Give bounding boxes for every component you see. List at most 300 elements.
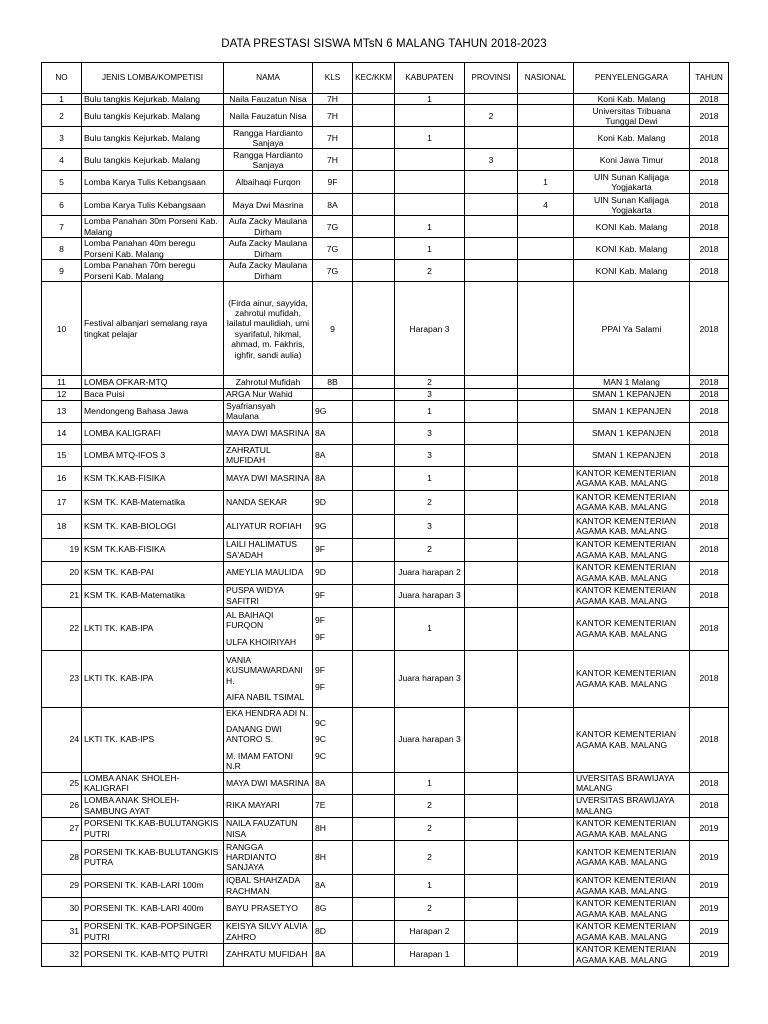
cell-kls-line: 9G xyxy=(315,405,327,416)
cell-nama xyxy=(224,94,313,105)
cell-kabupaten: Juara harapan 2 xyxy=(395,561,465,584)
header-nama: NAMA xyxy=(224,63,313,94)
cell-lomba: Bulu tangkis Kejurkab. Malang xyxy=(82,94,224,105)
cell-nama xyxy=(224,794,313,817)
table-row xyxy=(42,650,729,707)
table-row xyxy=(42,422,729,444)
cell-kabupaten: 3 xyxy=(395,444,465,466)
cell-penyelenggara: MAN 1 Malang xyxy=(574,376,690,389)
cell-nama-line: M. IMAM FATONI N.R xyxy=(226,750,293,772)
cell-tahun: 2018 xyxy=(690,94,729,105)
cell-kls xyxy=(313,514,353,538)
cell-kls-line: 8A xyxy=(315,777,326,788)
cell-nama-line: MAYA DWI MASRINA xyxy=(226,777,310,788)
cell-penyelenggara: SMAN 1 KEPANJEN xyxy=(574,422,690,444)
cell-kls-line: 9F xyxy=(327,177,338,188)
cell-penyelenggara: KANTOR KEMENTERIAN AGAMA KAB. MALANG xyxy=(574,920,690,943)
cell-kabupaten: 2 xyxy=(395,897,465,920)
cell-kls-line: 9D xyxy=(315,567,326,578)
cell-lomba: Bulu tangkis Kejurkab. Malang xyxy=(82,127,224,149)
cell-tahun: 2018 xyxy=(690,105,729,127)
cell-nama-line: KEISYA SILVY ALVIA ZAHRO xyxy=(226,921,308,942)
cell-nama xyxy=(224,607,313,650)
cell-nasional xyxy=(518,149,574,171)
cell-kec xyxy=(353,650,395,707)
cell-nama xyxy=(224,874,313,897)
cell-tahun: 2018 xyxy=(690,584,729,607)
cell-kls-line: 8D xyxy=(315,926,326,937)
cell-kabupaten: 3 xyxy=(395,514,465,538)
cell-penyelenggara: KANTOR KEMENTERIAN AGAMA KAB. MALANG xyxy=(574,707,690,772)
cell-penyelenggara: KANTOR KEMENTERIAN AGAMA KAB. MALANG xyxy=(574,607,690,650)
cell-kls xyxy=(313,94,353,105)
cell-tahun: 2018 xyxy=(690,194,729,216)
cell-tahun: 2018 xyxy=(690,238,729,260)
cell-tahun: 2018 xyxy=(690,794,729,817)
cell-nasional xyxy=(518,444,574,466)
cell-kec xyxy=(353,444,395,466)
cell-nasional xyxy=(518,607,574,650)
cell-kec xyxy=(353,874,395,897)
cell-penyelenggara: KANTOR KEMENTERIAN AGAMA KAB. MALANG xyxy=(574,514,690,538)
cell-provinsi xyxy=(465,943,518,966)
header-kls: KLS xyxy=(313,63,353,94)
cell-kec xyxy=(353,943,395,966)
cell-kls-line: 9C xyxy=(315,718,326,729)
cell-kabupaten: Harapan 1 xyxy=(395,943,465,966)
cell-kec xyxy=(353,794,395,817)
cell-nama-line: Zahrotul Mufidah xyxy=(235,377,301,388)
cell-kec xyxy=(353,260,395,282)
cell-nama xyxy=(224,216,313,238)
cell-kls-line: 8A xyxy=(315,949,326,960)
cell-provinsi xyxy=(465,422,518,444)
cell-kls xyxy=(313,607,353,650)
cell-kec xyxy=(353,171,395,194)
cell-nama-line: Naila Fauzatun Nisa xyxy=(229,94,307,104)
cell-nama-line: PUSPA WIDYA SAFITRI xyxy=(226,585,284,606)
cell-nama-line: Albaihaqi Furqon xyxy=(235,177,301,188)
cell-penyelenggara: SMAN 1 KEPANJEN xyxy=(574,444,690,466)
cell-tahun: 2018 xyxy=(690,650,729,707)
cell-kls xyxy=(313,171,353,194)
cell-kls xyxy=(313,127,353,149)
cell-kls xyxy=(313,584,353,607)
table-row xyxy=(42,794,729,817)
cell-provinsi xyxy=(465,490,518,514)
cell-kec xyxy=(353,105,395,127)
cell-nama-line: Maya Dwi Masrina xyxy=(232,199,304,210)
cell-lomba: KSM TK. KAB-BIOLOGI xyxy=(82,514,224,538)
cell-kls-line: 8H xyxy=(315,823,326,834)
table-row xyxy=(42,127,729,149)
cell-kec xyxy=(353,538,395,561)
cell-kls xyxy=(313,376,353,389)
cell-kls-line: 9C xyxy=(315,734,326,745)
cell-nama xyxy=(224,707,313,772)
cell-no: 11 xyxy=(42,376,82,389)
cell-lomba: Bulu tangkis Kejurkab. Malang xyxy=(82,149,224,171)
cell-kec xyxy=(353,376,395,389)
table-row xyxy=(42,538,729,561)
cell-lomba: Lomba Panahan 40m beregu Porseni Kab. Malang xyxy=(82,238,224,260)
cell-provinsi xyxy=(465,772,518,794)
cell-kls-line: 8B xyxy=(327,377,338,388)
table-row xyxy=(42,897,729,920)
cell-nama-line: NANDA SEKAR xyxy=(226,496,288,507)
cell-kabupaten: 1 xyxy=(395,238,465,260)
cell-no: 29 xyxy=(42,874,82,897)
cell-kls xyxy=(313,194,353,216)
cell-provinsi xyxy=(465,514,518,538)
cell-nama-line: Syafriansyah Maulana xyxy=(226,400,276,422)
cell-kec xyxy=(353,422,395,444)
cell-nama xyxy=(224,584,313,607)
header-lomba: JENIS LOMBA/KOMPETISI xyxy=(82,63,224,94)
table-row xyxy=(42,171,729,194)
cell-lomba: LKTI TK. KAB-IPA xyxy=(82,607,224,650)
cell-no: 16 xyxy=(42,466,82,490)
cell-penyelenggara: PPAI Ya Salami xyxy=(574,282,690,376)
cell-tahun: 2019 xyxy=(690,840,729,874)
cell-nama xyxy=(224,376,313,389)
cell-no: 13 xyxy=(42,400,82,422)
cell-provinsi xyxy=(465,538,518,561)
cell-no: 8 xyxy=(42,238,82,260)
cell-provinsi xyxy=(465,920,518,943)
table-row xyxy=(42,490,729,514)
cell-provinsi xyxy=(465,260,518,282)
cell-tahun: 2019 xyxy=(690,943,729,966)
cell-kls-line: 7G xyxy=(326,243,339,254)
cell-nasional xyxy=(518,817,574,840)
cell-penyelenggara: Koni Jawa Timur xyxy=(574,149,690,171)
cell-no: 9 xyxy=(42,260,82,282)
cell-nama-line: NAILA FAUZATUN NISA xyxy=(226,818,298,839)
cell-kls xyxy=(313,874,353,897)
cell-provinsi xyxy=(465,840,518,874)
cell-no: 7 xyxy=(42,216,82,238)
table-row xyxy=(42,466,729,490)
cell-kabupaten: 3 xyxy=(395,422,465,444)
cell-kabupaten: 2 xyxy=(395,538,465,561)
cell-no: 18 xyxy=(42,514,82,538)
cell-nama-line: BAYU PRASETYO xyxy=(226,903,298,914)
cell-no: 22 xyxy=(42,607,82,650)
cell-kls-line: 7H xyxy=(327,110,338,121)
cell-nama xyxy=(224,171,313,194)
cell-kls-line: 9F xyxy=(315,681,326,692)
cell-nama xyxy=(224,127,313,149)
cell-no: 2 xyxy=(42,105,82,127)
cell-no: 20 xyxy=(42,561,82,584)
table-row xyxy=(42,216,729,238)
cell-nama-line: Rangga Hardianto Sanjaya xyxy=(233,127,303,148)
cell-kabupaten: 1 xyxy=(395,874,465,897)
cell-kabupaten: 1 xyxy=(395,127,465,149)
cell-kabupaten: 1 xyxy=(395,400,465,422)
cell-tahun: 2018 xyxy=(690,772,729,794)
cell-kls-line: 8A xyxy=(315,880,326,891)
cell-nama-line: DANANG DWI ANTORO S. xyxy=(226,724,282,745)
cell-kabupaten xyxy=(395,171,465,194)
cell-kls-line: 8A xyxy=(327,199,338,210)
cell-lomba: PORSENI TK. KAB-LARI 100m xyxy=(82,874,224,897)
cell-tahun: 2018 xyxy=(690,216,729,238)
cell-provinsi xyxy=(465,376,518,389)
cell-penyelenggara: KANTOR KEMENTERIAN AGAMA KAB. MALANG xyxy=(574,943,690,966)
cell-kls xyxy=(313,466,353,490)
cell-kabupaten: 1 xyxy=(395,216,465,238)
cell-kls-line: 9F xyxy=(315,590,326,601)
cell-nasional xyxy=(518,943,574,966)
cell-kls-line: 9G xyxy=(315,520,327,531)
achievement-table xyxy=(41,62,729,967)
cell-kabupaten: 2 xyxy=(395,840,465,874)
cell-nasional xyxy=(518,282,574,376)
cell-kabupaten: Juara harapan 3 xyxy=(395,584,465,607)
cell-kls-line: 9F xyxy=(315,615,326,626)
cell-nasional xyxy=(518,561,574,584)
cell-no: 10 xyxy=(42,282,82,376)
cell-penyelenggara: Universitas Tribuana Tunggal Dewi xyxy=(574,105,690,127)
cell-kec xyxy=(353,607,395,650)
table-row xyxy=(42,943,729,966)
cell-lomba: KSM TK. KAB-Matematika xyxy=(82,584,224,607)
cell-no: 14 xyxy=(42,422,82,444)
cell-kec xyxy=(353,194,395,216)
cell-kabupaten: 2 xyxy=(395,817,465,840)
cell-provinsi xyxy=(465,897,518,920)
cell-kec xyxy=(353,772,395,794)
cell-nama xyxy=(224,840,313,874)
cell-no: 1 xyxy=(42,94,82,105)
table-row xyxy=(42,707,729,772)
cell-penyelenggara: KANTOR KEMENTERIAN AGAMA KAB. MALANG xyxy=(574,466,690,490)
cell-penyelenggara: SMAN 1 KEPANJEN xyxy=(574,400,690,422)
cell-nama xyxy=(224,561,313,584)
cell-kls-line: 7G xyxy=(326,221,339,232)
cell-nama xyxy=(224,817,313,840)
cell-provinsi xyxy=(465,561,518,584)
table-row xyxy=(42,874,729,897)
cell-kabupaten xyxy=(395,149,465,171)
cell-penyelenggara: UVERSITAS BRAWIJAYA MALANG xyxy=(574,794,690,817)
cell-provinsi xyxy=(465,466,518,490)
cell-nasional xyxy=(518,538,574,561)
cell-kec xyxy=(353,897,395,920)
cell-nasional xyxy=(518,216,574,238)
cell-penyelenggara: Koni Kab. Malang xyxy=(574,127,690,149)
cell-kls xyxy=(313,400,353,422)
cell-tahun: 2018 xyxy=(690,466,729,490)
cell-tahun: 2018 xyxy=(690,538,729,561)
cell-nasional xyxy=(518,650,574,707)
cell-provinsi xyxy=(465,171,518,194)
cell-nasional xyxy=(518,794,574,817)
cell-kls-line: 8A xyxy=(315,449,326,460)
cell-nama xyxy=(224,538,313,561)
table-row xyxy=(42,400,729,422)
cell-kec xyxy=(353,490,395,514)
cell-no: 3 xyxy=(42,127,82,149)
table-row xyxy=(42,376,729,389)
table-row xyxy=(42,389,729,400)
cell-penyelenggara: KANTOR KEMENTERIAN AGAMA KAB. MALANG xyxy=(574,874,690,897)
cell-kabupaten: Harapan 3 xyxy=(395,282,465,376)
cell-kls xyxy=(313,282,353,376)
table-row xyxy=(42,920,729,943)
cell-lomba: Mendongeng Bahasa Jawa xyxy=(82,400,224,422)
cell-kls xyxy=(313,260,353,282)
cell-provinsi xyxy=(465,238,518,260)
header-nasional: NASIONAL xyxy=(518,63,574,94)
cell-kec xyxy=(353,817,395,840)
cell-lomba: LOMBA KALIGRAFI xyxy=(82,422,224,444)
cell-penyelenggara: Koni Kab. Malang xyxy=(574,94,690,105)
cell-kabupaten xyxy=(395,194,465,216)
cell-kls xyxy=(313,538,353,561)
cell-kls xyxy=(313,943,353,966)
table-row xyxy=(42,840,729,874)
cell-provinsi xyxy=(465,127,518,149)
cell-provinsi xyxy=(465,817,518,840)
cell-no: 17 xyxy=(42,490,82,514)
cell-kec xyxy=(353,238,395,260)
table-row xyxy=(42,94,729,105)
cell-nasional xyxy=(518,260,574,282)
cell-nama xyxy=(224,897,313,920)
cell-nasional xyxy=(518,238,574,260)
cell-kec xyxy=(353,282,395,376)
cell-kls-line: 7H xyxy=(327,154,338,165)
cell-nasional xyxy=(518,584,574,607)
cell-tahun: 2018 xyxy=(690,490,729,514)
cell-nama-line: AL BAIHAQI FURQON xyxy=(226,610,274,631)
cell-lomba: PORSENI TK. KAB-POPSINGER PUTRI xyxy=(82,920,224,943)
table-row xyxy=(42,238,729,260)
cell-kls xyxy=(313,920,353,943)
cell-kls xyxy=(313,794,353,817)
header-no: NO xyxy=(42,63,82,94)
cell-nama xyxy=(224,400,313,422)
header-provinsi: PROVINSI xyxy=(465,63,518,94)
cell-provinsi xyxy=(465,194,518,216)
cell-nama-line: ZAHRATU MUFIDAH xyxy=(226,949,308,960)
cell-nama-line: LAILI HALIMATUS SA'ADAH xyxy=(226,539,297,560)
cell-kabupaten: 2 xyxy=(395,490,465,514)
cell-nasional xyxy=(518,94,574,105)
cell-no: 6 xyxy=(42,194,82,216)
cell-nama xyxy=(224,444,313,466)
cell-penyelenggara: KANTOR KEMENTERIAN AGAMA KAB. MALANG xyxy=(574,650,690,707)
cell-nama xyxy=(224,422,313,444)
cell-kls-line: 9D xyxy=(315,496,326,507)
cell-lomba: Baca Puisi xyxy=(82,389,224,400)
cell-kls xyxy=(313,149,353,171)
cell-tahun: 2018 xyxy=(690,514,729,538)
cell-nama-line: IQBAL SHAHZADA RACHMAN xyxy=(226,875,300,896)
cell-nasional xyxy=(518,127,574,149)
cell-kec xyxy=(353,149,395,171)
cell-lomba: Lomba Karya Tulis Kebangsaan xyxy=(82,194,224,216)
cell-penyelenggara: KANTOR KEMENTERIAN AGAMA KAB. MALANG xyxy=(574,817,690,840)
cell-lomba: Lomba Panahan 30m Porseni Kab. Malang xyxy=(82,216,224,238)
cell-penyelenggara: SMAN 1 KEPANJEN xyxy=(574,389,690,400)
cell-kabupaten: 1 xyxy=(395,94,465,105)
cell-nasional xyxy=(518,466,574,490)
cell-nama-line: ARGA Nur Wahid xyxy=(226,389,293,400)
cell-kls xyxy=(313,817,353,840)
table-row xyxy=(42,584,729,607)
cell-nasional: 4 xyxy=(518,194,574,216)
cell-no: 21 xyxy=(42,584,82,607)
cell-no: 19 xyxy=(42,538,82,561)
cell-nama-line: ALIYATUR ROFIAH xyxy=(226,520,302,531)
cell-nama-line: EKA HENDRA ADI N. xyxy=(226,707,309,718)
cell-lomba: KSM TK. KAB-PAI xyxy=(82,561,224,584)
cell-kls xyxy=(313,650,353,707)
cell-kabupaten: Harapan 2 xyxy=(395,920,465,943)
cell-penyelenggara: KONI Kab. Malang xyxy=(574,216,690,238)
cell-tahun: 2018 xyxy=(690,282,729,376)
cell-nama xyxy=(224,282,313,376)
cell-nasional xyxy=(518,840,574,874)
table-row xyxy=(42,105,729,127)
cell-nasional xyxy=(518,897,574,920)
cell-lomba: LOMBA ANAK SHOLEH-SAMBUNG AYAT xyxy=(82,794,224,817)
cell-provinsi: 3 xyxy=(465,149,518,171)
cell-kec xyxy=(353,216,395,238)
cell-no: 30 xyxy=(42,897,82,920)
cell-kls xyxy=(313,840,353,874)
cell-nama xyxy=(224,772,313,794)
cell-kec xyxy=(353,920,395,943)
cell-no: 24 xyxy=(42,707,82,772)
cell-provinsi xyxy=(465,282,518,376)
cell-tahun: 2018 xyxy=(690,389,729,400)
cell-tahun: 2018 xyxy=(690,444,729,466)
cell-lomba: PORSENI TK.KAB-BULUTANGKIS PUTRA xyxy=(82,840,224,874)
cell-lomba: KSM TK.KAB-FISIKA xyxy=(82,538,224,561)
cell-kabupaten: 2 xyxy=(395,376,465,389)
cell-provinsi xyxy=(465,94,518,105)
cell-nasional xyxy=(518,376,574,389)
cell-kls xyxy=(313,444,353,466)
cell-kls xyxy=(313,490,353,514)
cell-kls xyxy=(313,216,353,238)
cell-nasional xyxy=(518,874,574,897)
cell-nama xyxy=(224,149,313,171)
table-row xyxy=(42,194,729,216)
cell-nama xyxy=(224,920,313,943)
cell-provinsi: 2 xyxy=(465,105,518,127)
cell-lomba: PORSENI TK. KAB-LARI 400m xyxy=(82,897,224,920)
cell-kls-line: 9F xyxy=(315,665,326,676)
cell-lomba: LKTI TK. KAB-IPS xyxy=(82,707,224,772)
cell-provinsi xyxy=(465,400,518,422)
cell-kls-line: 7G xyxy=(326,265,339,276)
cell-tahun: 2018 xyxy=(690,422,729,444)
table-row xyxy=(42,561,729,584)
cell-kls xyxy=(313,561,353,584)
cell-kls-line: 7H xyxy=(327,94,338,104)
cell-kls-line: 8A xyxy=(315,427,326,438)
cell-penyelenggara: KANTOR KEMENTERIAN AGAMA KAB. MALANG xyxy=(574,561,690,584)
cell-provinsi xyxy=(465,389,518,400)
table-row xyxy=(42,817,729,840)
cell-tahun: 2019 xyxy=(690,920,729,943)
